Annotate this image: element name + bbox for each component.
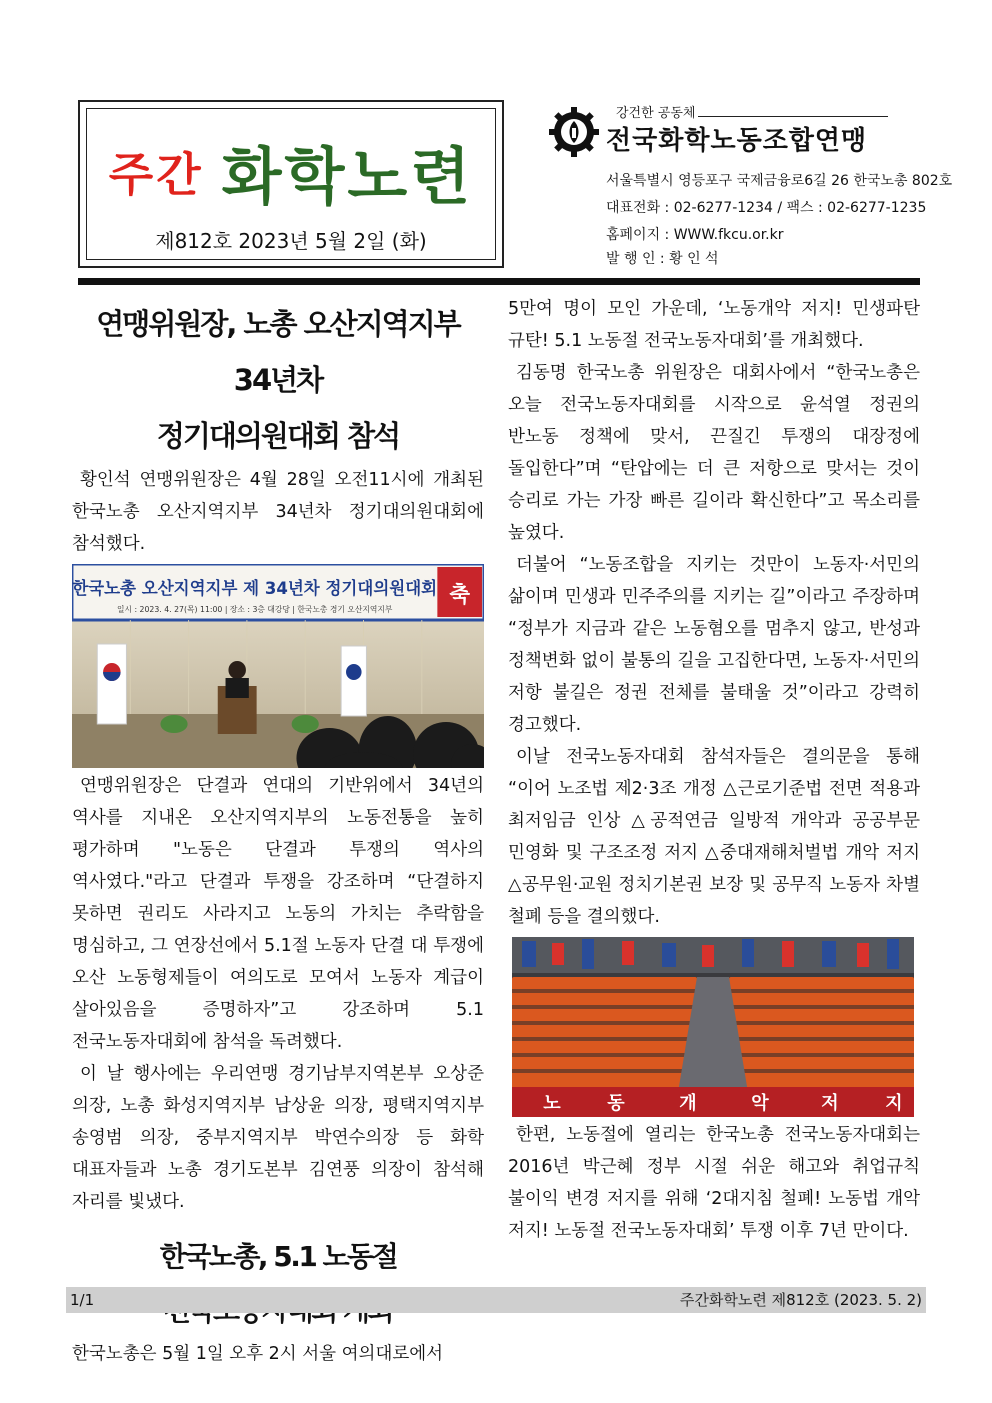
- org-phone: 대표전화 : 02-6277-1234 / 팩스 : 02-6277-1235: [606, 200, 927, 216]
- article2-paragraph: 이날 전국노동자대회 참석자들은 결의문을 통해 “이어 노조법 제2·3조 개정 △근로기준법 전면 적용과 최저임금 인상 △공적연금 일방적 개악과 공공부문 민영화 및 구조조정 저지 △중대재해처벌법 개악 저지 △공무원·교원 정치기본권 보장 및 공무직 노동자 차별 철폐 등을 결의했다.: [508, 747, 920, 927]
- org-publisher: 발 행 인 : 황 인 석: [606, 251, 719, 267]
- article1-paragraph: 이 날 행사에는 우리연맹 경기남부지역본부 오상준 의장, 노총 화성지역지부 남상윤 의장, 평택지역지부 송영범 의장, 중부지역지부 박연수의장 등 화학 대표자들과 노총 경기도본부 김연풍 의장이 참석해 자리를 빛냈다.: [72, 1064, 484, 1212]
- issue-line: 제812호 2023년 5월 2일 (화): [155, 229, 427, 253]
- rally-photo: [512, 937, 914, 1117]
- masthead-name: 화학노련: [221, 140, 474, 213]
- masthead-inner-frame: [86, 108, 496, 260]
- article2-paragraph: 5만여 명이 모인 가운데, ‘노동개악 저지! 민생파탄 규탄! 5.1 노동절 전국노동자대회’를 개최했다.: [508, 299, 920, 351]
- article1-paragraph: 황인석 연맹위원장은 4월 28일 오전11시에 개최된 한국노총 오산지역지부 34년차 정기대의원대회에 참석했다.: [72, 470, 484, 554]
- photo-banner-title: 한국노총 오산지역지부 제 34년차 정기대의원대회: [72, 577, 438, 599]
- rally-banner-char: 동: [607, 1093, 625, 1114]
- footer-issue-label: 주간화학노련 제812호 (2023. 5. 2): [679, 1291, 922, 1309]
- header-divider: [78, 278, 920, 285]
- article2-headline: 한국노총, 5.1 노동절: [159, 1240, 397, 1273]
- photo-banner-subtitle: 일시 : 2023. 4. 27(목) 11:00 | 장소 : 3층 대강당 | 한국노총 경기 오산지역지부: [117, 604, 393, 615]
- rally-banner-char: 노: [543, 1093, 561, 1114]
- org-tagline: 강건한 공동체: [616, 106, 696, 121]
- article2-paragraph: 더불어 “노동조합을 지키는 것만이 노동자·서민의 삶이며 민생과 민주주의를 지키는 길”이라고 주장하며 “정부가 지금과 같은 노동혐오를 멈추지 않고, 반성과 정책변화 없이 불통의 길을 고집한다면, 노동자·서민의 저항 불길은 정권 전체를 불태울 것”이라고 강력히 경고했다.: [508, 555, 920, 735]
- rally-banner-char: 저: [821, 1093, 839, 1114]
- article1-paragraph: 연맹위원장은 단결과 연대의 기반위에서 34년의 역사를 지내온 오산지역지부의 노동전통을 높히 평가하며 "노동은 단결과 투쟁의 역사의 역사였다."라고 단결과 투쟁을 강조하며 “단결하지 못하면 권리도 사라지고 노동의 가치는 추락함을 명심하고, 그 연장선에서 5.1절 노동자 단결 대 투쟁에 오산 노동형제들이 여의도로 모여서 노동자 계급이 살아있음을 증명하자”고 강조하며 5.1 전국노동자대회에 참석을 독려했다.: [72, 776, 484, 1052]
- left-column: [72, 296, 484, 1370]
- article2-paragraph: 김동명 한국노총 위원장은 대회사에서 “한국노총은 오늘 전국노동자대회를 시작으로 윤석열 정권의 반노동 정책에 맞서, 끈질긴 투쟁의 대장정에 돌입한다”며 “탄압에는 더 큰 저항으로 맞서는 것이 승리로 가는 가장 빠른 길이라 확신한다”고 목소리를 높였다.: [508, 363, 920, 543]
- photo-banner-side: 축: [449, 582, 471, 609]
- masthead-box: [78, 100, 504, 268]
- org-name: 전국화학노동조합연맹: [606, 126, 868, 156]
- org-block: [548, 94, 953, 274]
- article1-headline-line2: 정기대의원대회 참석: [156, 419, 400, 453]
- page-footer: [66, 1287, 926, 1313]
- footer-page-number: 1/1: [70, 1291, 95, 1309]
- rally-banner-char: 개: [679, 1093, 697, 1114]
- org-homepage: 홈페이지 : WWW.fkcu.or.kr: [606, 227, 784, 243]
- rally-banner-char: 악: [751, 1093, 769, 1114]
- org-tagline-rule: [698, 116, 888, 117]
- article1-headline-line1: 연맹위원장, 노총 오산지역지부 34년차: [96, 307, 460, 397]
- masthead-title: [87, 127, 495, 216]
- event-photo: [72, 564, 484, 768]
- gear-logo-icon: [548, 106, 600, 158]
- org-address: 서울특별시 영등포구 국제금융로6길 26 한국노총 802호: [606, 173, 953, 189]
- article2-paragraph: 한편, 노동절에 열리는 한국노총 전국노동자대회는 2016년 박근혜 정부 시절 쉬운 해고와 취업규칙 불이익 변경 저지를 위해 ‘2대지침 철폐! 노동법 개악 저지! 노동절 전국노동자대회’ 투쟁 이후 7년 만이다.: [508, 1125, 920, 1241]
- rally-banner-char: 지: [885, 1093, 903, 1114]
- masthead-prefix: 주간: [108, 147, 204, 202]
- article2-paragraph: 한국노총은 5월 1일 오후 2시 서울 여의대로에서: [72, 1344, 444, 1364]
- right-column: [508, 293, 920, 1247]
